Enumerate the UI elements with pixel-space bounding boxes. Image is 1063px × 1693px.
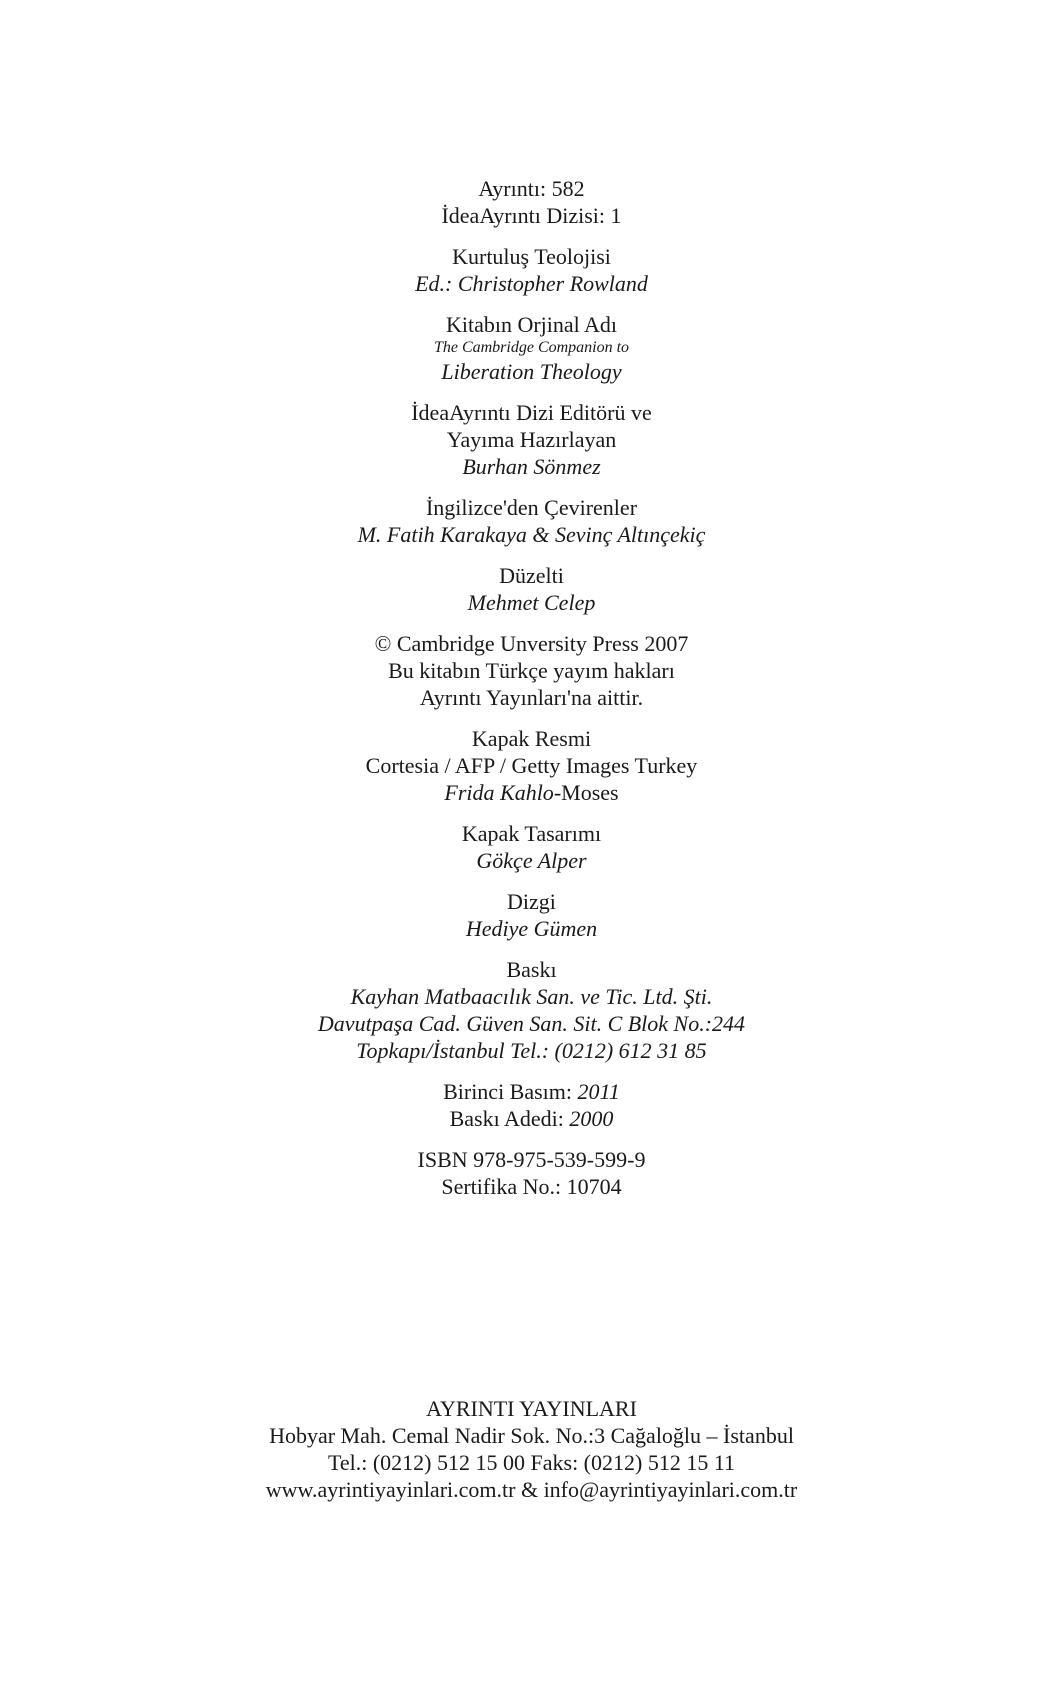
proofreading-block <box>0 562 1063 616</box>
book-editor: Ed.: Christopher Rowland <box>415 271 648 296</box>
proofreading-name: Mehmet Celep <box>467 590 596 615</box>
cover-image-artist: Frida Kahlo <box>444 780 554 805</box>
colophon <box>0 175 1063 1214</box>
print-count-label: Baskı Adedi: <box>449 1106 570 1131</box>
publisher-address: Hobyar Mah. Cemal Nadir Sok. No.:3 Cağaloğlu – İstanbul <box>269 1423 794 1448</box>
certificate-number: Sertifika No.: 10704 <box>441 1174 622 1199</box>
cover-image-block <box>0 725 1063 806</box>
original-title-line2: Liberation Theology <box>441 359 622 384</box>
publisher-block <box>0 1395 1063 1503</box>
printing-block <box>0 956 1063 1064</box>
identifiers-block <box>0 1146 1063 1200</box>
cover-image-work: -Moses <box>553 780 619 805</box>
translators-names: M. Fatih Karakaya & Sevinç Altınçekiç <box>357 522 706 547</box>
original-title-label: Kitabın Orjinal Adı <box>445 312 618 337</box>
translators-label: İngilizce'den Çevirenler <box>425 495 638 520</box>
first-edition-year: 2011 <box>577 1079 620 1104</box>
series-block <box>0 175 1063 229</box>
series-editor-block <box>0 399 1063 480</box>
edition-block <box>0 1078 1063 1132</box>
first-edition <box>0 1078 1063 1105</box>
first-edition-label: Birinci Basım: <box>443 1079 578 1104</box>
printing-line3: Topkapı/İstanbul Tel.: (0212) 612 31 85 <box>356 1038 707 1063</box>
title-block <box>0 243 1063 297</box>
copyright-line2: Bu kitabın Türkçe yayım hakları <box>388 658 675 683</box>
typesetting-label: Dizgi <box>507 889 556 914</box>
publisher-phone: Tel.: (0212) 512 15 00 Faks: (0212) 512 15 11 <box>327 1450 736 1475</box>
series-editor-name: Burhan Sönmez <box>462 454 601 479</box>
cover-design-block <box>0 820 1063 874</box>
print-count <box>0 1105 1063 1132</box>
printing-label: Baskı <box>506 957 557 982</box>
original-title-line1: The Cambridge Companion to <box>433 339 630 356</box>
copyright-block <box>0 630 1063 711</box>
publisher-web: www.ayrintiyayinlari.com.tr & info@ayrintiyayinlari.com.tr <box>265 1477 798 1502</box>
typesetting-block <box>0 888 1063 942</box>
subseries-number: İdeaAyrıntı Dizisi: 1 <box>441 203 622 228</box>
cover-image-label: Kapak Resmi <box>471 726 592 751</box>
series-editor-label2: Yayıma Hazırlayan <box>446 427 617 452</box>
translators-block <box>0 494 1063 548</box>
print-count-value: 2000 <box>569 1106 614 1131</box>
printing-line2: Davutpaşa Cad. Güven San. Sit. C Blok No.:244 <box>317 1011 746 1036</box>
typesetting-name: Hediye Gümen <box>465 916 598 941</box>
cover-design-name: Gökçe Alper <box>476 848 587 873</box>
cover-design-label: Kapak Tasarımı <box>461 821 602 846</box>
isbn: ISBN 978-975-539-599-9 <box>417 1147 646 1172</box>
printing-line1: Kayhan Matbaacılık San. ve Tic. Ltd. Şti. <box>350 984 713 1009</box>
series-number: Ayrıntı: 582 <box>478 176 585 201</box>
copyright-line3: Ayrıntı Yayınları'na aittir. <box>419 685 644 710</box>
cover-image-credit: Cortesia / AFP / Getty Images Turkey <box>365 753 698 778</box>
proofreading-label: Düzelti <box>499 563 564 588</box>
original-title-block <box>0 311 1063 385</box>
book-title: Kurtuluş Teolojisi <box>452 244 611 269</box>
series-editor-label1: İdeaAyrıntı Dizi Editörü ve <box>411 400 652 425</box>
cover-image-artwork <box>0 779 1063 806</box>
copyright-line1: © Cambridge Unversity Press 2007 <box>374 631 689 656</box>
publisher-name: AYRINTI YAYINLARI <box>426 1396 637 1421</box>
